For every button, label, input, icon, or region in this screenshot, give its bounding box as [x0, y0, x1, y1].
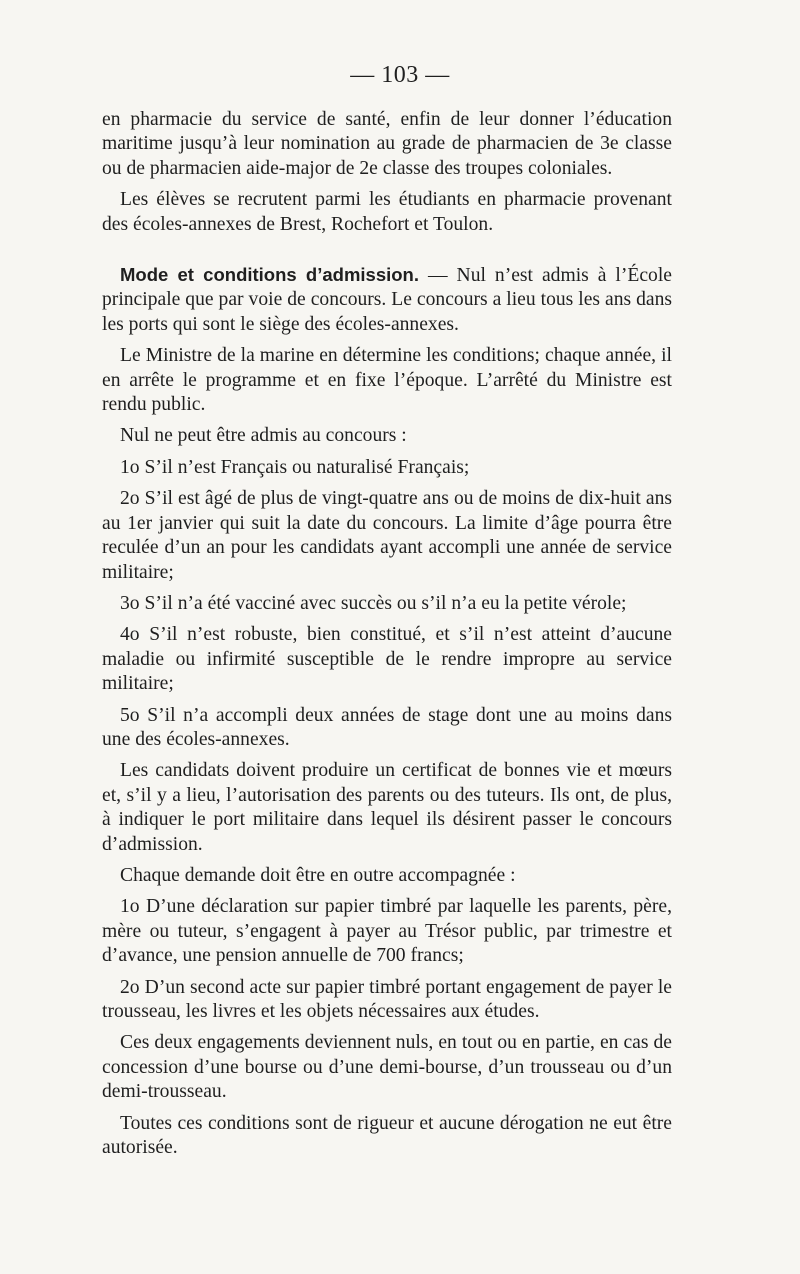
condition-item: 4o S’il n’est robuste, bien constitué, et s’il n’est atteint d’aucune maladie ou infirmité susceptible de le rendre impropre au service militaire; — [102, 624, 672, 695]
section-heading: Mode et conditions d’admission. — [120, 264, 419, 286]
page-number: — 103 — — [350, 62, 450, 88]
condition-item: 5o S’il n’a accompli deux années de stage dont une au moins dans une des écoles-annexes. — [102, 704, 672, 750]
paragraph: Les candidats doivent produire un certificat de bonnes vie et mœurs et, s’il y a lieu, l’autorisation des parents ou des tuteurs. Ils ont, de plus, à indiquer le port militaire dans lequel ils désirent passer le concours d’admission. — [102, 760, 672, 855]
paragraph: Ces deux engagements deviennent nuls, en tout ou en partie, en cas de concession d’une bourse ou d’une demi-bourse, d’un trousseau ou d’un demi-trousseau. — [102, 1032, 672, 1103]
section-text: — Nul n’est admis à l’École principale que par voie de concours. Le concours a lieu tous les ans dans les ports qui sont le siège des écoles-annexes. — [102, 265, 672, 335]
declaration-item: 2o D’un second acte sur papier timbré portant engagement de payer le trousseau, les livres et les objets nécessaires aux études. — [102, 976, 672, 1022]
section-paragraph — [102, 263, 672, 337]
condition-item: 2o S’il est âgé de plus de vingt-quatre ans ou de moins de dix-huit ans au 1er janvier qui suit la date du concours. La limite d’âge pourra être reculée d’un an pour les candidats ayant accompli une année de service militaire; — [102, 488, 672, 583]
paragraph: Nul ne peut être admis au concours : — [120, 425, 407, 447]
condition-item: 3o S’il n’a été vacciné avec succès ou s’il n’a eu la petite vérole; — [120, 592, 627, 614]
paragraph: Toutes ces conditions sont de rigueur et aucune dérogation ne eut être autorisée. — [102, 1112, 672, 1159]
condition-item: 1o S’il n’est Français ou naturalisé Français; — [120, 456, 470, 478]
declaration-item: 1o D’une déclaration sur papier timbré par laquelle les parents, père, mère ou tuteur, s’engagent à payer au Trésor public, par trimestre et d’avance, une pension annuelle de 700 francs; — [102, 896, 672, 967]
paragraph: Les élèves se recrutent parmi les étudiants en pharmacie provenant des écoles-annexes de Brest, Rochefort et Toulon. — [102, 189, 672, 235]
body-text — [102, 108, 672, 1167]
paragraph: Le Ministre de la marine en détermine les conditions; chaque année, il en arrête le programme et en fixe l’époque. L’arrêté du Ministre est rendu public. — [102, 345, 672, 416]
paragraph: en pharmacie du service de santé, enfin de leur donner l’éducation maritime jusqu’à leur nomination au grade de pharmacien de 3e classe ou de pharmacien aide-major de 2e classe des troupes coloniales. — [102, 109, 672, 179]
paragraph: Chaque demande doit être en outre accompagnée : — [120, 864, 516, 886]
